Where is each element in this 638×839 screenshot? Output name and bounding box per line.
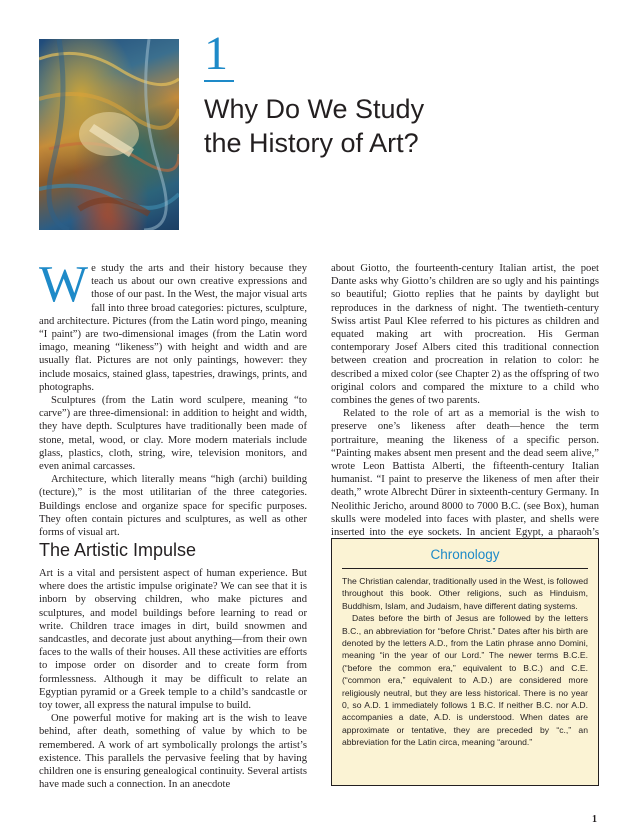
section-paragraph-1: Art is a vital and persistent aspect of human experience. But where does the artistic impulse originate? We can see that it is inborn by observing children, who make pictures and sculptures, and model buildings before learning to read or write. Children trace images in dirt, build snowmen and sandcastles, and decorate just about anything—from their own faces to the walls of their houses. All these activities are efforts to impose order on disorder and to create form from formlessness. Although it may be difficult to relate an Egyptian pyramid or a Greek temple to a child’s sandcastle or toy tower, all express the natural impulse to build. bbox=[39, 568, 307, 712]
intro-column bbox=[39, 256, 307, 539]
intro-paragraph-1 bbox=[39, 256, 307, 394]
painting-detail-illustration bbox=[39, 39, 179, 230]
page-number: 1 bbox=[592, 814, 597, 825]
chronology-sidebar-box bbox=[331, 538, 599, 786]
chapter-title-line-1: Why Do We Study bbox=[204, 94, 425, 124]
intro-paragraph-1-text: e study the arts and their history because they teach us about our own creative expressions and those of our past. In the West, the major visual arts fall into three broad categories: pictures, sculpture, and architecture. Pictures (from the Latin word pingo, meaning “I paint”) are two-dimensional images (from the Latin word imago, meaning “likeness”) with height and width and are usually flat. Pictures are not only paintings, however: they include mosaics, stained glass, tapestries, drawings, prints, and photographs. bbox=[39, 263, 307, 393]
drop-cap: W bbox=[39, 256, 89, 313]
chapter-number-underline bbox=[204, 80, 234, 82]
intro-paragraph-3: Architecture, which literally means “high (archi) building (tecture),” is the most utilitarian of the three categories. Buildings enclose and organize space for specific purposes. They often contain pictures and sculptures, as well as other forms of visual art. bbox=[39, 474, 307, 539]
chapter-title-line-2: the History of Art? bbox=[204, 128, 419, 158]
chapter-title bbox=[204, 92, 584, 160]
chronology-paragraph-1: The Christian calendar, traditionally used in the West, is followed throughout this book. Other religions, such as Hinduism, Buddhism, Islam, and Judaism, have different dating systems. bbox=[342, 576, 588, 611]
section-column bbox=[39, 567, 307, 791]
chapter-number: 1 bbox=[204, 27, 228, 80]
right-paragraph-1: about Giotto, the fourteenth-century Italian artist, the poet Dante asks why Giotto’s children are so ugly and his paintings so beautiful; Giotto replies that he paints by daylight but reproduces in the darkness of night. The twentieth-century Swiss artist Paul Klee referred to his pictures as children and equated making art with procreation. His German contemporary Josef Albers cited this traditional connection between creation and procreation in relation to color: he described a mixed color (see Chapter 2) as the offspring of two original colors and compared the mixture to a child who combines the genes of two parents. bbox=[331, 263, 599, 407]
chronology-divider bbox=[342, 568, 588, 569]
chronology-paragraph-2: Dates before the birth of Jesus are followed by the letters B.C., an abbreviation for “before Christ.” Dates after his birth are denoted by the letters A.D., from the Latin phrase anno Domini, meaning “in the year of our Lord.” The newer terms B.C.E. (“before the common era,” equivalent to B.C.) and C.E. (“common era,” equivalent to A.D.) are considered more religiously neutral, but they are less historical. There is no year 0, so A.D. 1 immediately follows 1 B.C. If neither B.C. nor A.D. accompanies a date, A.D. is understood. When dates are approximate or tentative, they are preceded by “c.,” an abbreviation for the Latin circa, meaning “around.” bbox=[342, 613, 588, 748]
right-paragraph-2: Related to the role of art as a memorial is the wish to preserve one’s likeness after death—hence the term portraiture, meaning the likeness of a specific person. “Painting makes absent men present and the dead seem alive,” wrote Leon Battista Alberti, the fifteenth-century Italian humanist. “I paint to preserve the likeness of men after their death,” wrote Albrecht Dürer in sixteenth-century Germany. In Neolithic Jericho, around 8000 to 7000 B.C. (see Box), human skulls were modeled into faces with plaster, and shells were inserted into the eye sockets. In ancient Egypt, a pharaoh’s bbox=[331, 408, 599, 539]
chapter-opener-painting bbox=[39, 39, 179, 230]
section-heading: The Artistic Impulse bbox=[39, 540, 197, 560]
section-paragraph-2: One powerful motive for making art is the wish to leave behind, after death, something of value by which to be remembered. A work of art symbolically prolongs the artist’s existence. This parallels the pervasive feeling that by having children one is ensuring genealogical continuity. Several artists have made such a connection. In an anecdote bbox=[39, 713, 307, 791]
intro-paragraph-2: Sculptures (from the Latin word sculpere, meaning “to carve”) are three-dimensional: in addition to height and width, they have depth. Sculptures have traditionally been made of stone, metal, wood, or clay. More modern materials include glass, plastics, cloth, string, wire, television monitors, and even animal carcasses. bbox=[39, 395, 307, 473]
right-column bbox=[331, 262, 599, 552]
chronology-title: Chronology bbox=[430, 547, 500, 562]
